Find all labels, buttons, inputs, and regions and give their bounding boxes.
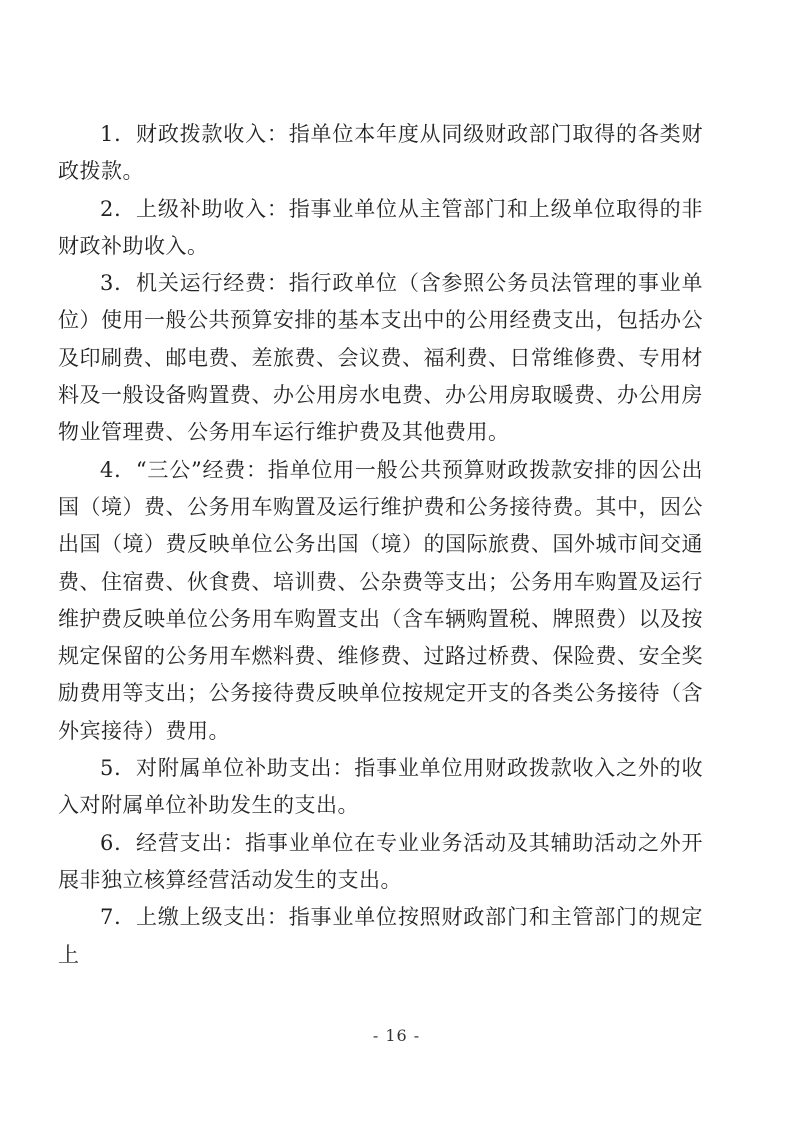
- paragraph-remittance-to-superior: 7．上缴上级支出：指事业单位按照财政部门和主管部门的规定上: [58, 905, 703, 967]
- paragraph-fiscal-appropriation-income: 1．财政拨款收入：指单位本年度从同级财政部门取得的各类财政拨款。: [58, 122, 703, 184]
- paragraph-three-public-expenses: 4．“三公”经费：指单位用一般公共预算财政拨款安排的因公出国（境）费、公务用车购置及运行维护费和公务接待费。其中，因公出国（境）费反映单位公务出国（境）的国际旅费、国外城市间交通费、住宿费、伙食费、培训费、公杂费等支出；公务用车购置及运行维护费反映单位公务用车购置支出（含车辆购置税、牌照费）以及按规定保留的公务用车燃料费、维修费、过路过桥费、保险费、安全奖励费用等支出；公务接待费反映单位按规定开支的各类公务接待（含外宾接待）费用。: [58, 457, 703, 743]
- paragraph-agency-operating-expenses: 3．机关运行经费：指行政单位（含参照公务员法管理的事业单位）使用一般公共预算安排的基本支出中的公用经费支出，包括办公及印刷费、邮电费、差旅费、会议费、福利费、日常维修费、专用材料及一般设备购置费、办公用房水电费、办公用房取暖费、办公用房物业管理费、公务用车运行维护费及其他费用。: [58, 271, 703, 445]
- body-text: [58, 116, 703, 974]
- page-number: - 16 -: [372, 1026, 421, 1045]
- paragraph-superior-subsidy-income: 2．上级补助收入：指事业单位从主管部门和上级单位取得的非财政补助收入。: [58, 196, 703, 258]
- paragraph-operating-expenditure: 6．经营支出：指事业单位在专业业务活动及其辅助活动之外开展非独立核算经营活动发生的支出。: [58, 830, 703, 892]
- paragraph-subsidy-to-affiliated-units: 5．对附属单位补助支出：指事业单位用财政拨款收入之外的收入对附属单位补助发生的支出。: [58, 756, 703, 818]
